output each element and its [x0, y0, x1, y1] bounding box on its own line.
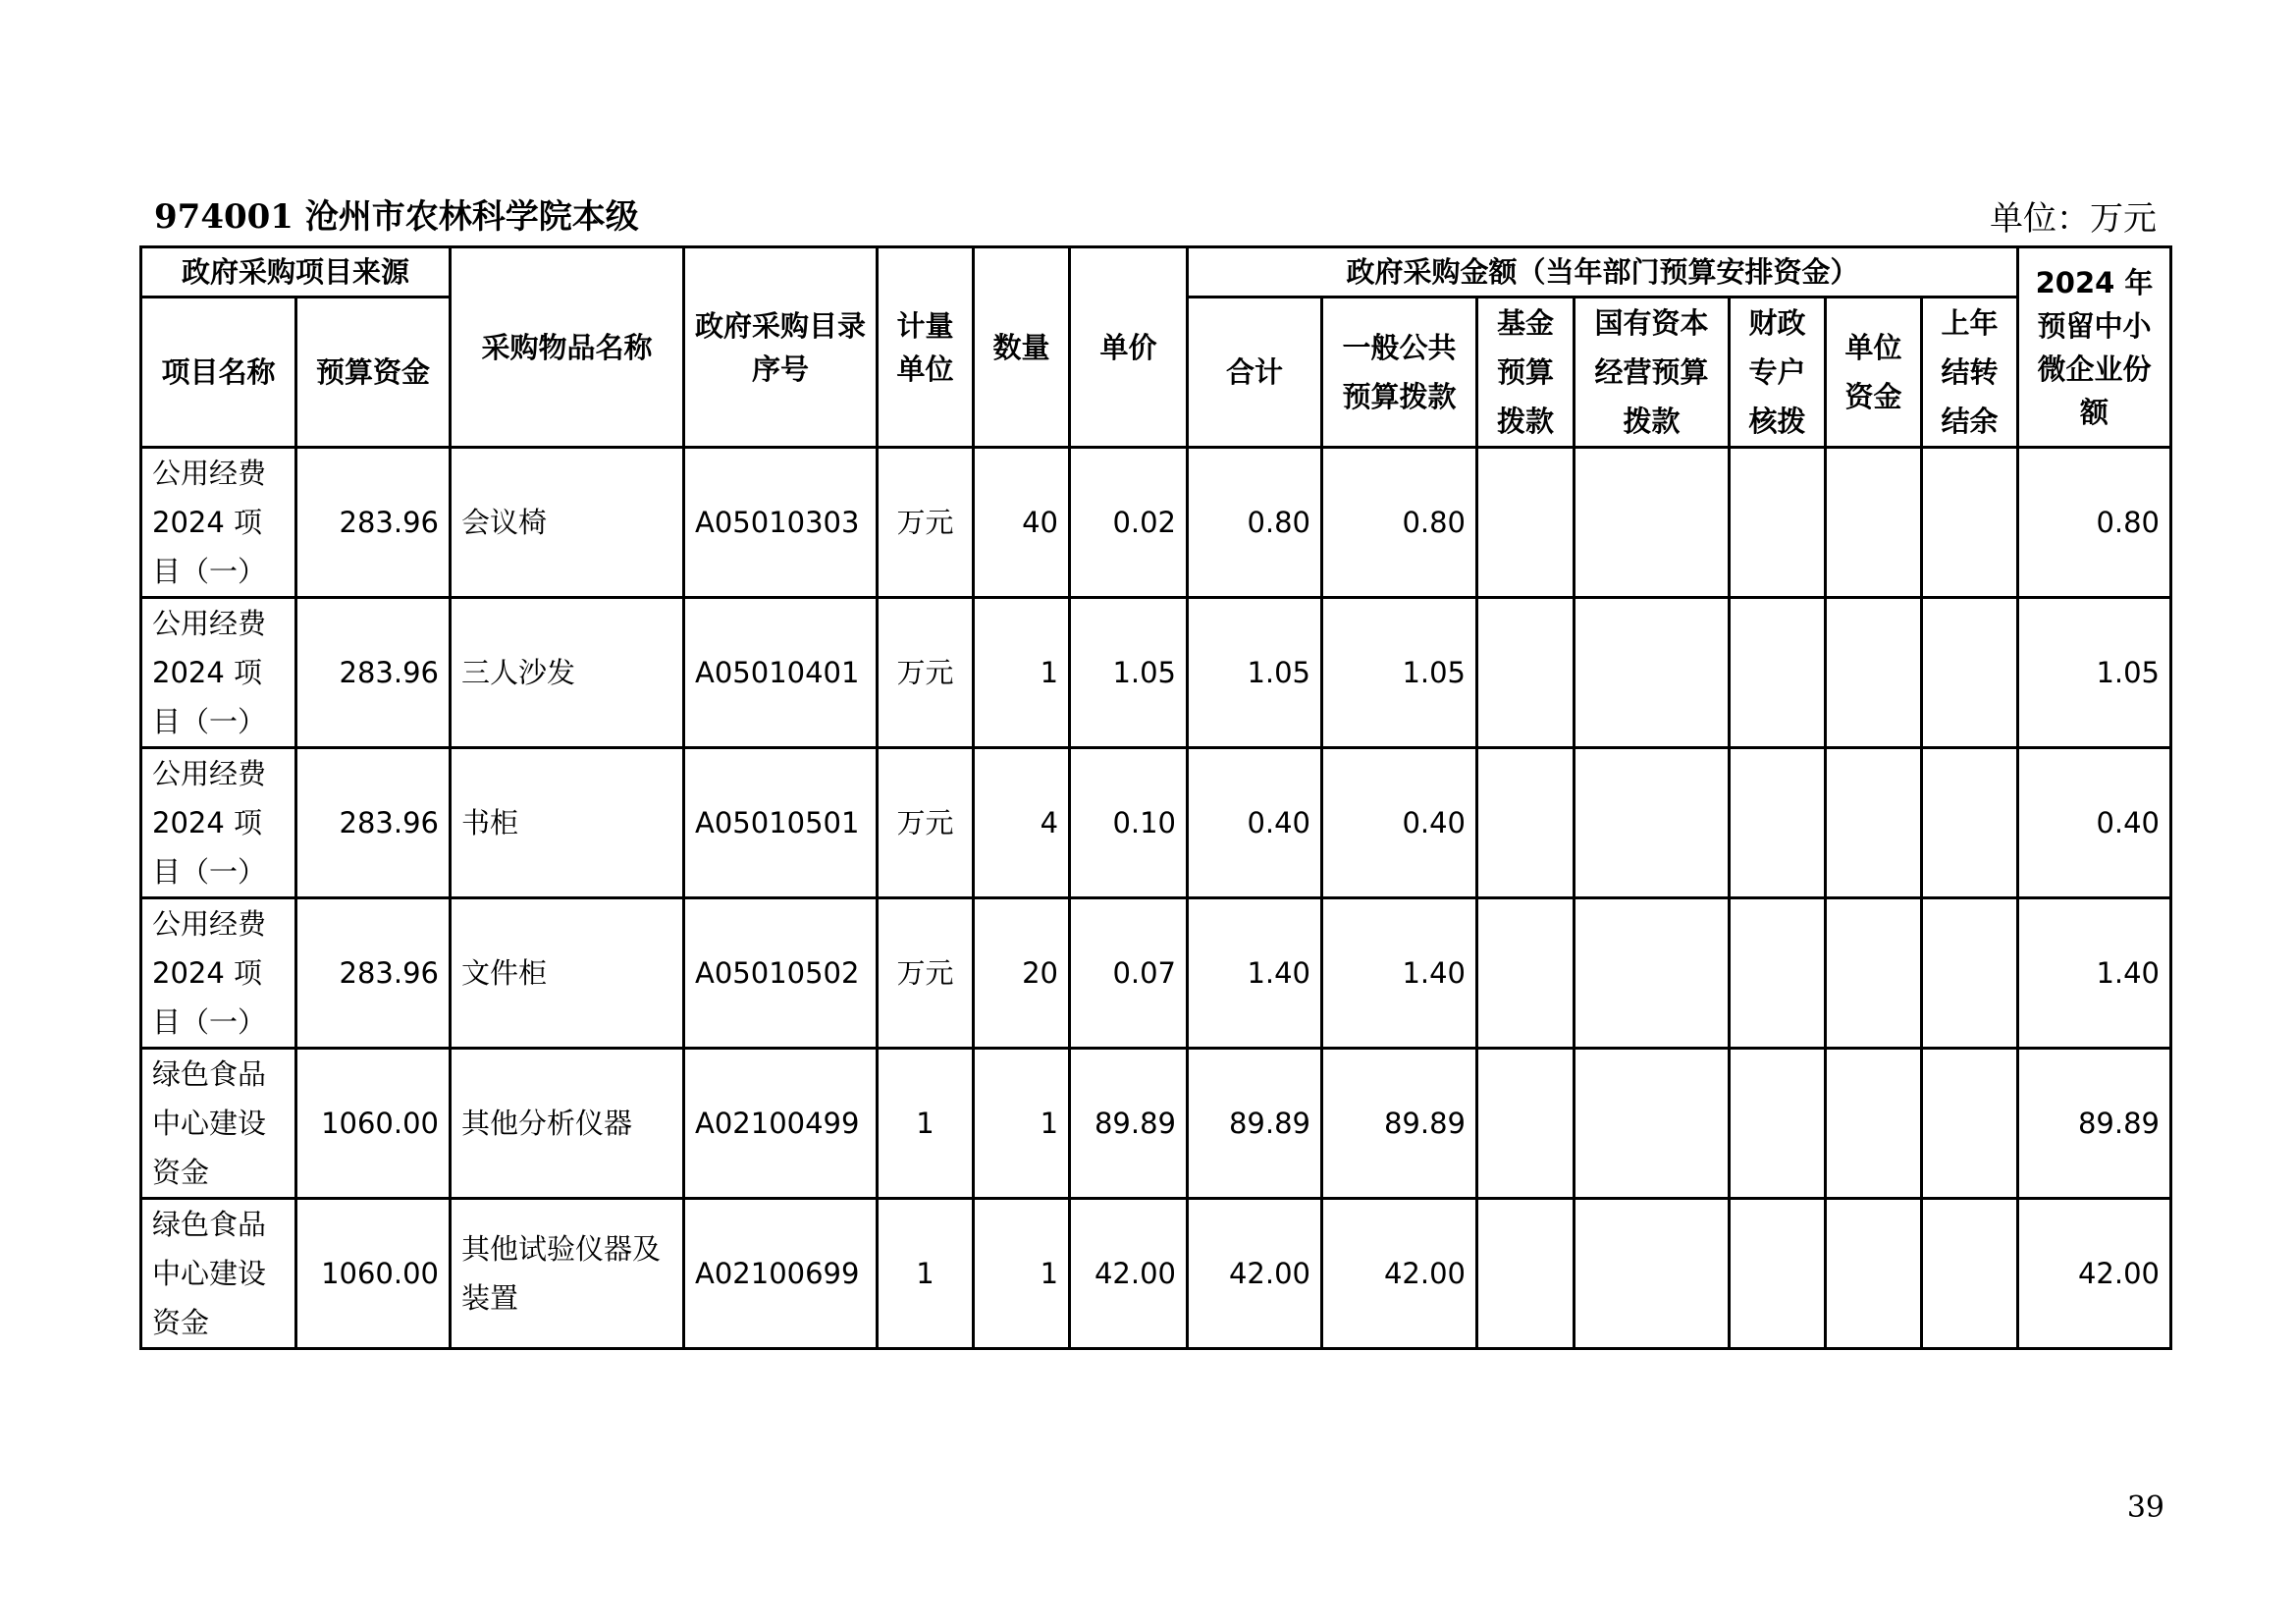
- cell-fund-budget: [1477, 598, 1575, 748]
- cell-reserved: 1.40: [2018, 898, 2171, 1049]
- header-carryover: 上年结转结余: [1922, 298, 2018, 448]
- header-item-name: 采购物品名称: [451, 247, 684, 448]
- cell-catalog-no: A05010303: [684, 448, 878, 598]
- cell-total: 0.80: [1188, 448, 1322, 598]
- cell-unit: 1: [878, 1049, 974, 1199]
- cell-carryover: [1922, 898, 2018, 1049]
- cell-unit: 万元: [878, 598, 974, 748]
- cell-fiscal-special: [1730, 448, 1826, 598]
- cell-quantity: 40: [974, 448, 1070, 598]
- cell-state-capital: [1575, 448, 1730, 598]
- cell-carryover: [1922, 598, 2018, 748]
- cell-unit-funds: [1826, 448, 1922, 598]
- cell-unit-price: 0.02: [1070, 448, 1188, 598]
- cell-general-budget: 89.89: [1322, 1049, 1477, 1199]
- cell-item-name: 会议椅: [451, 448, 684, 598]
- cell-project-name: 公用经费2024 项目（一）: [141, 448, 296, 598]
- cell-unit: 万元: [878, 748, 974, 898]
- cell-project-name: 公用经费2024 项目（一）: [141, 748, 296, 898]
- cell-general-budget: 0.80: [1322, 448, 1477, 598]
- cell-fund-budget: [1477, 898, 1575, 1049]
- header-catalog-no: 政府采购目录序号: [684, 247, 878, 448]
- cell-reserved: 1.05: [2018, 598, 2171, 748]
- unit-label: 单位：万元: [1990, 199, 2157, 239]
- header-project-name: 项目名称: [141, 298, 296, 448]
- cell-fund-budget: [1477, 448, 1575, 598]
- cell-fiscal-special: [1730, 1049, 1826, 1199]
- cell-budget: 283.96: [296, 448, 451, 598]
- page-number: 39: [2126, 1490, 2164, 1525]
- cell-state-capital: [1575, 898, 1730, 1049]
- cell-state-capital: [1575, 748, 1730, 898]
- page-title: 974001 沧州市农林科学院本级: [154, 197, 639, 237]
- cell-unit-funds: [1826, 1199, 1922, 1349]
- cell-total: 42.00: [1188, 1199, 1322, 1349]
- cell-project-name: 公用经费2024 项目（一）: [141, 898, 296, 1049]
- header-quantity: 数量: [974, 247, 1070, 448]
- cell-state-capital: [1575, 1049, 1730, 1199]
- cell-item-name: 其他分析仪器: [451, 1049, 684, 1199]
- cell-unit: 1: [878, 1199, 974, 1349]
- cell-budget: 283.96: [296, 748, 451, 898]
- cell-quantity: 20: [974, 898, 1070, 1049]
- cell-fund-budget: [1477, 748, 1575, 898]
- cell-unit-funds: [1826, 598, 1922, 748]
- table-row: [141, 448, 2171, 598]
- cell-fiscal-special: [1730, 898, 1826, 1049]
- cell-catalog-no: A05010501: [684, 748, 878, 898]
- cell-carryover: [1922, 1049, 2018, 1199]
- cell-carryover: [1922, 748, 2018, 898]
- table-row: [141, 748, 2171, 898]
- cell-unit-funds: [1826, 898, 1922, 1049]
- cell-project-name: 公用经费2024 项目（一）: [141, 598, 296, 748]
- header-fiscal-special: 财政专户核拨: [1730, 298, 1826, 448]
- header-budget: 预算资金: [296, 298, 451, 448]
- header-unit-price: 单价: [1070, 247, 1188, 448]
- cell-catalog-no: A02100699: [684, 1199, 878, 1349]
- cell-general-budget: 1.05: [1322, 598, 1477, 748]
- cell-reserved: 89.89: [2018, 1049, 2171, 1199]
- cell-unit-price: 42.00: [1070, 1199, 1188, 1349]
- cell-general-budget: 42.00: [1322, 1199, 1477, 1349]
- header-fund-budget: 基金预算拨款: [1477, 298, 1575, 448]
- cell-total: 0.40: [1188, 748, 1322, 898]
- cell-carryover: [1922, 448, 2018, 598]
- cell-project-name: 绿色食品中心建设资金: [141, 1199, 296, 1349]
- cell-item-name: 书柜: [451, 748, 684, 898]
- header-reserved: 2024 年预留中小微企业份额: [2018, 247, 2171, 448]
- table-row: [141, 598, 2171, 748]
- table-row: [141, 1199, 2171, 1349]
- cell-item-name: 文件柜: [451, 898, 684, 1049]
- cell-fund-budget: [1477, 1199, 1575, 1349]
- cell-reserved: 42.00: [2018, 1199, 2171, 1349]
- cell-catalog-no: A02100499: [684, 1049, 878, 1199]
- header-total: 合计: [1188, 298, 1322, 448]
- cell-budget: 283.96: [296, 898, 451, 1049]
- table-row: [141, 1049, 2171, 1199]
- cell-quantity: 1: [974, 1049, 1070, 1199]
- cell-item-name: 三人沙发: [451, 598, 684, 748]
- cell-budget: 1060.00: [296, 1199, 451, 1349]
- cell-reserved: 0.80: [2018, 448, 2171, 598]
- cell-reserved: 0.40: [2018, 748, 2171, 898]
- cell-unit-price: 0.10: [1070, 748, 1188, 898]
- cell-unit-price: 89.89: [1070, 1049, 1188, 1199]
- cell-total: 1.40: [1188, 898, 1322, 1049]
- procurement-table: [139, 245, 2172, 1350]
- cell-general-budget: 0.40: [1322, 748, 1477, 898]
- cell-catalog-no: A05010401: [684, 598, 878, 748]
- cell-fiscal-special: [1730, 598, 1826, 748]
- cell-budget: 1060.00: [296, 1049, 451, 1199]
- cell-state-capital: [1575, 1199, 1730, 1349]
- cell-unit: 万元: [878, 898, 974, 1049]
- cell-total: 1.05: [1188, 598, 1322, 748]
- cell-quantity: 4: [974, 748, 1070, 898]
- cell-carryover: [1922, 1199, 2018, 1349]
- header-unit: 计量单位: [878, 247, 974, 448]
- cell-quantity: 1: [974, 598, 1070, 748]
- table-row: [141, 898, 2171, 1049]
- header-state-capital: 国有资本经营预算拨款: [1575, 298, 1730, 448]
- cell-general-budget: 1.40: [1322, 898, 1477, 1049]
- header-general-budget: 一般公共预算拨款: [1322, 298, 1477, 448]
- cell-fiscal-special: [1730, 1199, 1826, 1349]
- cell-catalog-no: A05010502: [684, 898, 878, 1049]
- cell-unit-price: 0.07: [1070, 898, 1188, 1049]
- header-unit-funds: 单位资金: [1826, 298, 1922, 448]
- cell-fiscal-special: [1730, 748, 1826, 898]
- cell-unit: 万元: [878, 448, 974, 598]
- cell-state-capital: [1575, 598, 1730, 748]
- cell-fund-budget: [1477, 1049, 1575, 1199]
- cell-project-name: 绿色食品中心建设资金: [141, 1049, 296, 1199]
- cell-unit-price: 1.05: [1070, 598, 1188, 748]
- cell-unit-funds: [1826, 1049, 1922, 1199]
- header-row-group: [141, 247, 2171, 298]
- cell-quantity: 1: [974, 1199, 1070, 1349]
- header-source-group: 政府采购项目来源: [141, 247, 451, 298]
- cell-budget: 283.96: [296, 598, 451, 748]
- header-amount-group: 政府采购金额（当年部门预算安排资金）: [1188, 247, 2018, 298]
- cell-total: 89.89: [1188, 1049, 1322, 1199]
- cell-item-name: 其他试验仪器及装置: [451, 1199, 684, 1349]
- cell-unit-funds: [1826, 748, 1922, 898]
